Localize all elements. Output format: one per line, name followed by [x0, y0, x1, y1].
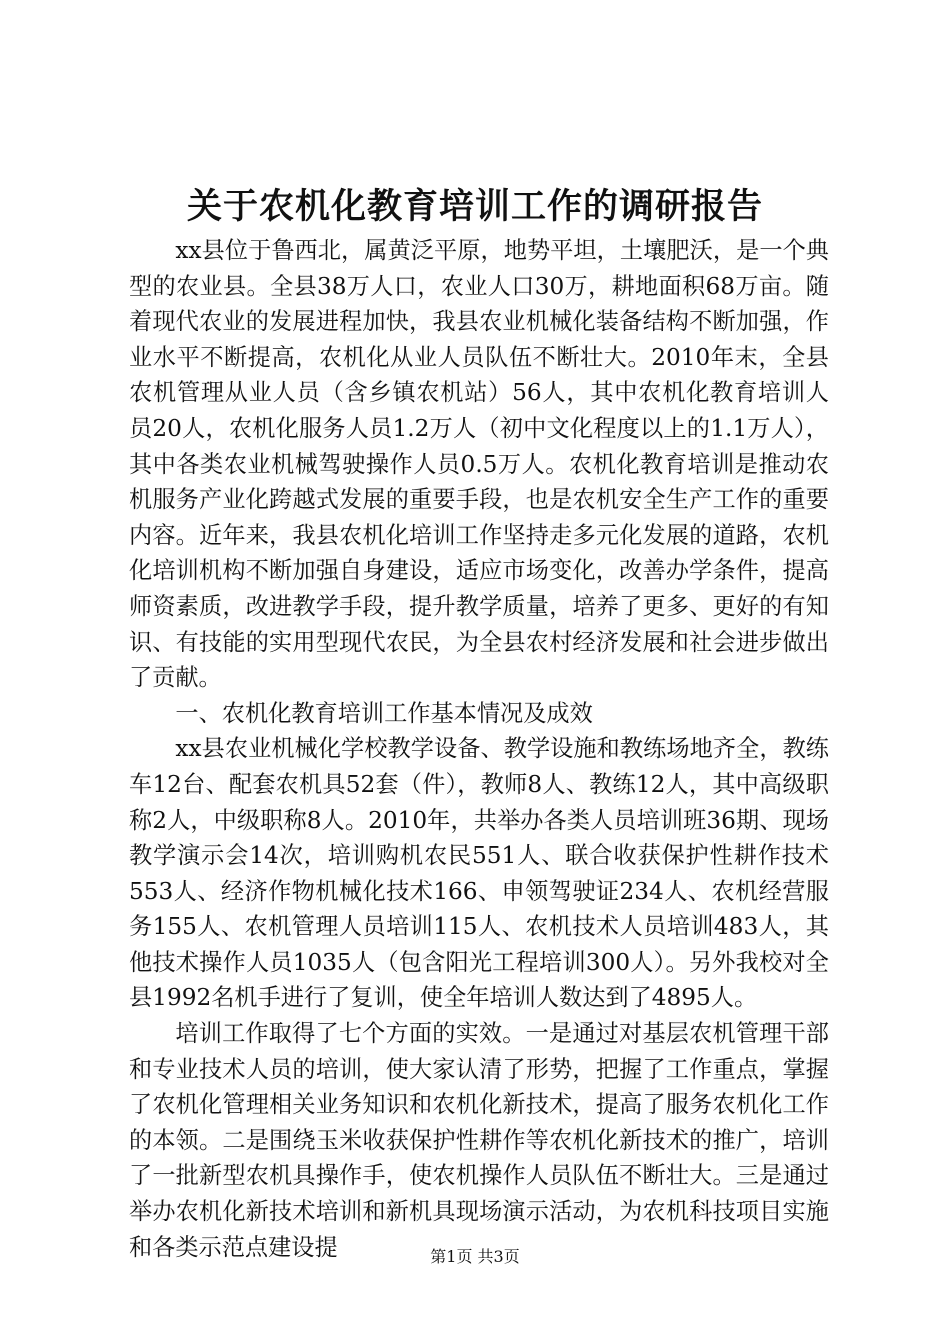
document-body [129, 233, 829, 1265]
page-footer: 第1页 共3页 [430, 1247, 520, 1266]
section-heading-1: 一、农机化教育培训工作基本情况及成效 [175, 699, 593, 727]
paragraph-school-overview: xx县农业机械化学校教学设备、教学设施和教练场地齐全，教练车12台、配套农机具52套（件），教师8人、教练12人，其中高级职称2人，中级职称8人。2010年，共举办各类人员培训班36期、现场教学演示会14次，培训购机农民551人、联合收获保护性耕作技术553人、经济作物机械化技术166、申领驾驶证234人、农机经营服务155人、农机管理人员培训115人、农机技术人员培训483人，其他技术操作人员1035人（包含阳光工程培训300人）。另外我校对全县1992名机手进行了复训，使全年培训人数达到了4895人。 [129, 735, 829, 1012]
document-title: 关于农机化教育培训工作的调研报告 [186, 186, 763, 227]
paragraph-intro: xx县位于鲁西北，属黄泛平原，地势平坦，土壤肥沃，是一个典型的农业县。全县38万人口，农业人口30万，耕地面积68万亩。随着现代农业的发展进程加快，我县农业机械化装备结构不断加强，作业水平不断提高，农机化从业人员队伍不断壮大。2010年末，全县农机管理从业人员（含乡镇农机站）56人，其中农机化教育培训人员20人，农机化服务人员1.2万人（初中文化程度以上的1.1万人），其中各类农业机械驾驶操作人员0.5万人。农机化教育培训是推动农机服务产业化跨越式发展的重要手段，也是农机安全生产工作的重要内容。近年来，我县农机化培训工作坚持走多元化发展的道路，农机化培训机构不断加强自身建设，适应市场变化，改善办学条件，提高师资素质，改进教学手段，提升教学质量，培养了更多、更好的有知识、有技能的实用型现代农民，为全县农村经济发展和社会进步做出了贡献。 [129, 237, 829, 692]
paragraph-achievements: 培训工作取得了七个方面的实效。一是通过对基层农机管理干部和专业技术人员的培训，使大家认清了形势，把握了工作重点，掌握了农机化管理相关业务知识和农机化新技术，提高了服务农机化工作的本领。二是围绕玉米收获保护性耕作等农机化新技术的推广，培训了一批新型农机具操作手，使农机操作人员队伍不断壮大。三是通过举办农机化新技术培训和新机具现场演示活动，为农机科技项目实施和各类示范点建设提 [129, 1020, 829, 1261]
